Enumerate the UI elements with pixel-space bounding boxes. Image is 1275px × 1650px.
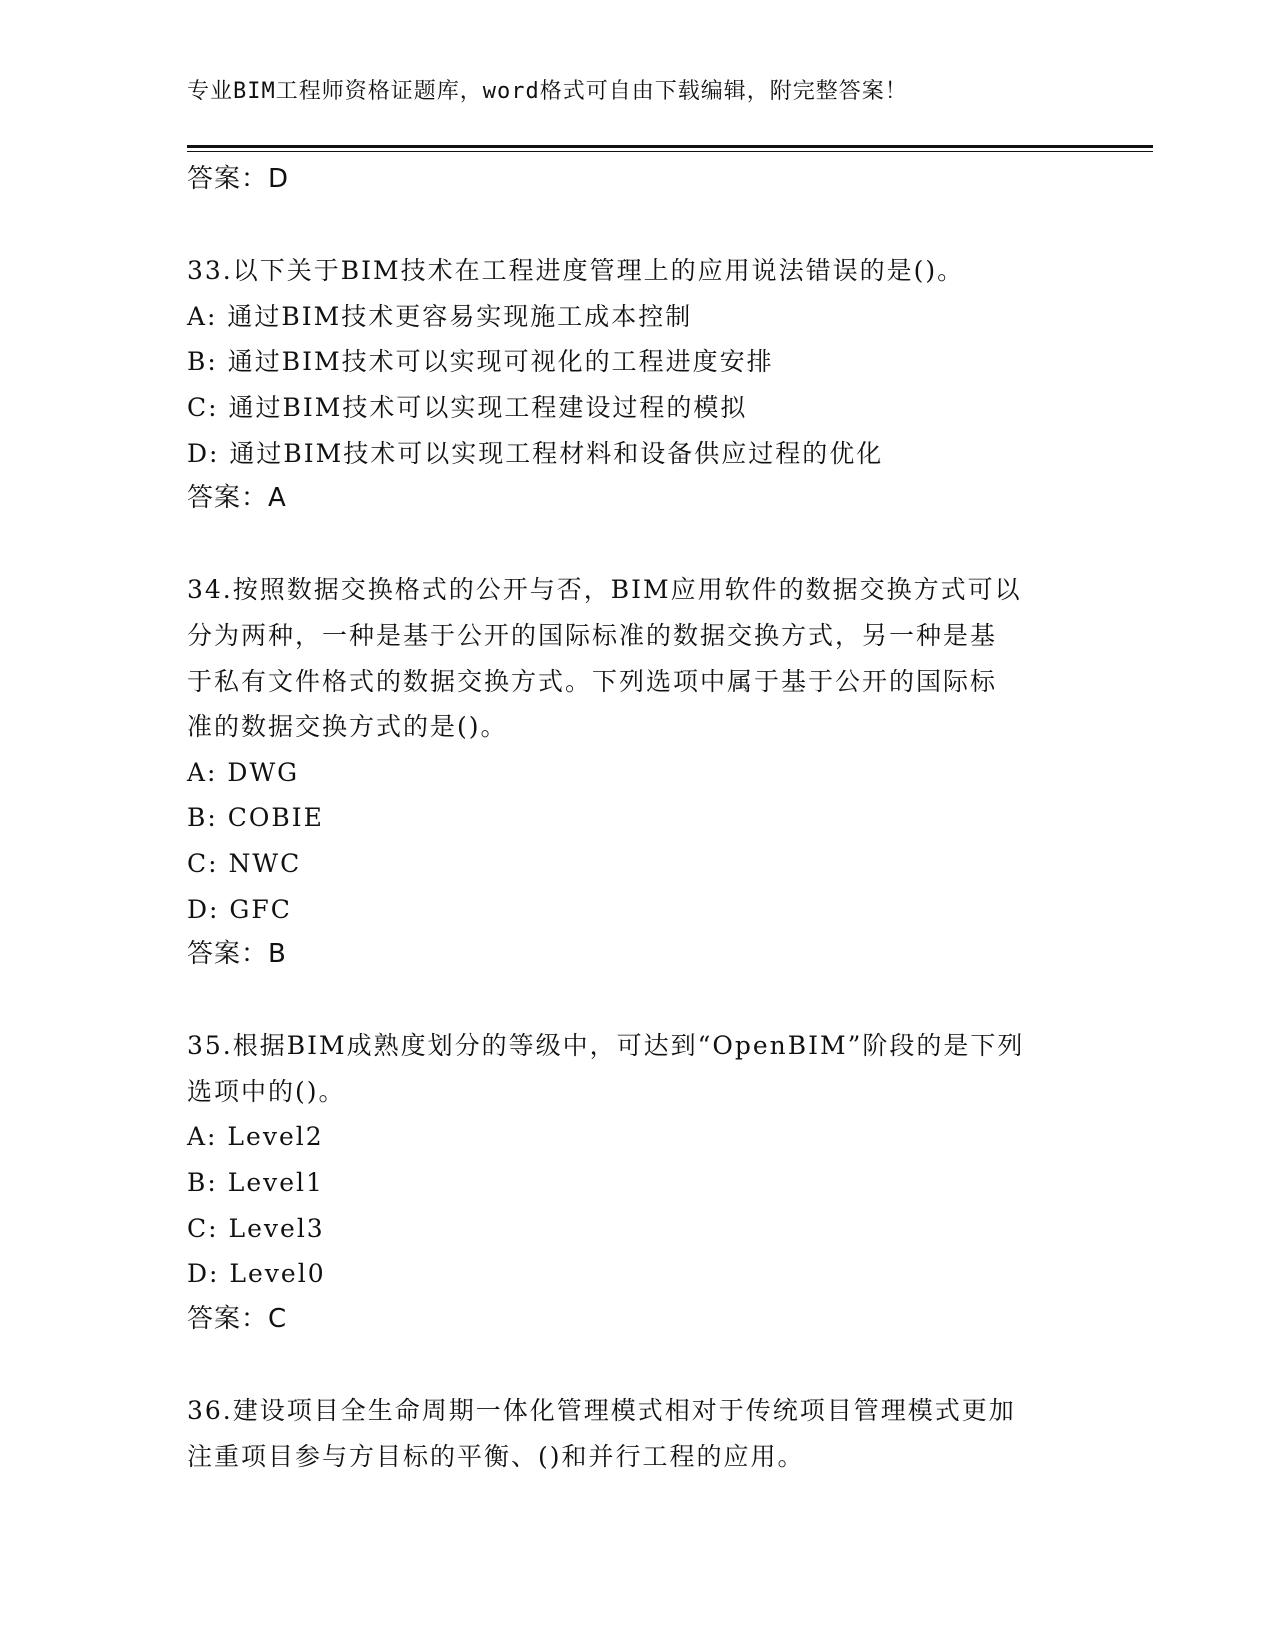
question-text: 36.建设项目全生命周期一体化管理模式相对于传统项目管理模式更加 xyxy=(187,1396,1016,1426)
question-text: 34.按照数据交换格式的公开与否，BIM应用软件的数据交换方式可以 xyxy=(187,575,1022,605)
option-c: C: Level3 xyxy=(187,1213,325,1243)
header-rule-thick xyxy=(187,145,1153,148)
option-d: D: Level0 xyxy=(187,1259,326,1289)
question-block xyxy=(187,1388,1087,1479)
option-d: D: GFC xyxy=(187,894,292,924)
question-text: 分为两种，一种是基于公开的国际标准的数据交换方式，另一种是基 xyxy=(187,620,998,650)
option-a: A: Level2 xyxy=(187,1122,324,1152)
answer-line: 答案：D xyxy=(187,164,290,194)
question-text: 注重项目参与方目标的平衡、()和并行工程的应用。 xyxy=(187,1441,805,1471)
question-text: 35.根据BIM成熟度划分的等级中，可达到“OpenBIM”阶段的是下列 xyxy=(187,1031,1025,1061)
option-b: B: COBIE xyxy=(187,803,324,833)
option-a: A: 通过BIM技术更容易实现施工成本控制 xyxy=(187,301,693,331)
question-block xyxy=(187,567,1087,977)
spacer xyxy=(187,522,1087,568)
option-d: D: 通过BIM技术可以实现工程材料和设备供应过程的优化 xyxy=(187,438,884,468)
option-a: A: DWG xyxy=(187,757,300,787)
spacer xyxy=(187,978,1087,1024)
question-text: 准的数据交换方式的是()。 xyxy=(187,712,508,742)
option-c: C: NWC xyxy=(187,848,302,878)
spacer xyxy=(187,1342,1087,1388)
answer-line: 答案：A xyxy=(187,483,287,514)
answer-line: 答案：C xyxy=(187,1303,288,1334)
page-header: 专业BIM工程师资格证题库，word格式可自由下载编辑，附完整答案！ xyxy=(187,79,908,104)
question-block xyxy=(187,248,1087,522)
question-text: 选项中的()。 xyxy=(187,1076,346,1106)
header-rule-thin xyxy=(187,151,1153,152)
option-b: B: Level1 xyxy=(187,1168,324,1198)
answer-line: 答案：B xyxy=(187,939,287,970)
question-text: 于私有文件格式的数据交换方式。下列选项中属于基于公开的国际标 xyxy=(187,666,998,696)
option-c: C: 通过BIM技术可以实现工程建设过程的模拟 xyxy=(187,392,748,422)
option-b: B: 通过BIM技术可以实现可视化的工程进度安排 xyxy=(187,347,774,377)
question-text: 33.以下关于BIM技术在工程进度管理上的应用说法错误的是()。 xyxy=(187,256,965,286)
question-body xyxy=(187,157,1087,1479)
question-block xyxy=(187,1023,1087,1342)
spacer xyxy=(187,203,1087,249)
